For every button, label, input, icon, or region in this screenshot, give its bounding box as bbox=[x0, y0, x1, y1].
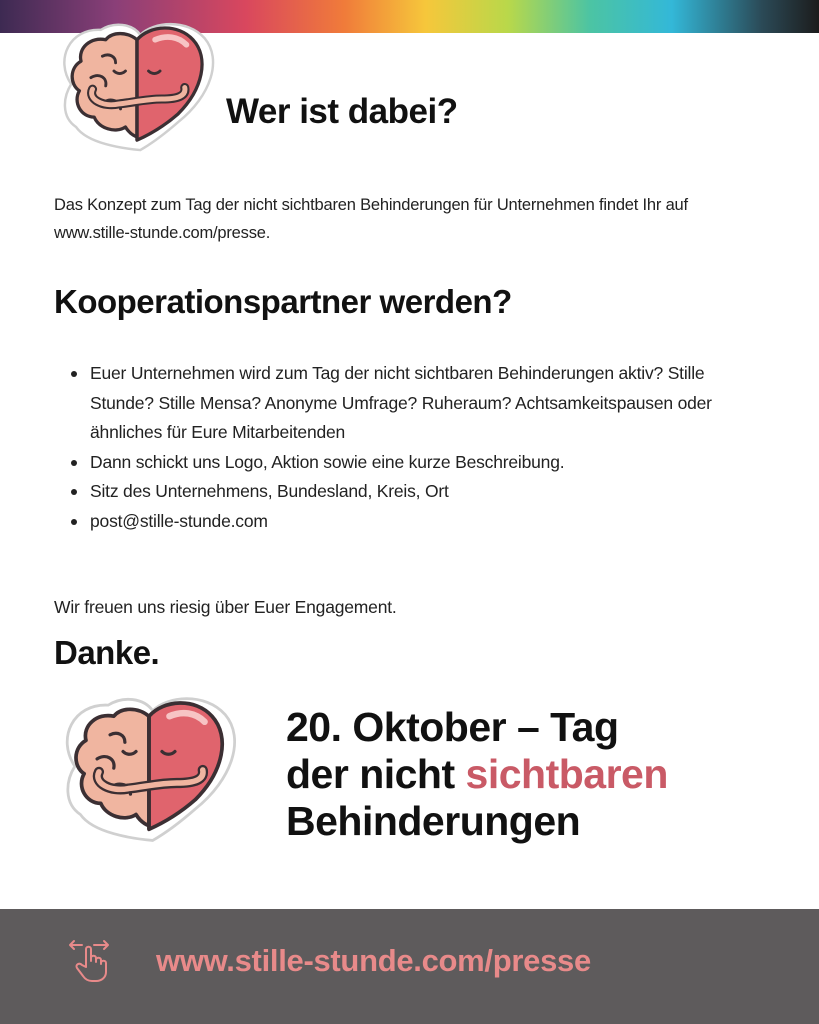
closing-text: Wir freuen uns riesig über Euer Engagement. bbox=[54, 597, 397, 617]
brain-heart-hug-icon bbox=[54, 20, 220, 155]
intro-paragraph: Das Konzept zum Tag der nicht sichtbaren Behinderungen für Unternehmen findet Ihr auf www.stille-stunde.com/presse. bbox=[54, 196, 688, 242]
list-item: Euer Unternehmen wird zum Tag der nicht sichtbaren Behinderungen aktiv? Stille Stunde? Stille Mensa? Anonyme Umfrage? Ruheraum? Achtsamkeitspausen oder ähnliches für Eure Mitarbeitenden bbox=[68, 359, 768, 448]
brain-heart-hug-icon bbox=[56, 694, 242, 846]
partner-heading: Kooperationspartner werden? bbox=[54, 283, 512, 320]
footer-link[interactable]: www.stille-stunde.com/presse bbox=[156, 943, 591, 978]
event-title-line2-prefix: der nicht bbox=[286, 751, 466, 797]
event-title bbox=[286, 704, 668, 845]
list-item: Sitz des Unternehmens, Bundesland, Kreis, Ort bbox=[68, 477, 768, 507]
event-title-accent: sichtbaren bbox=[465, 751, 668, 797]
list-item: post@stille-stunde.com bbox=[68, 507, 768, 537]
tap-hand-icon bbox=[68, 937, 112, 983]
thanks-heading: Danke. bbox=[54, 634, 160, 671]
event-title-line1: 20. Oktober – Tag bbox=[286, 704, 619, 750]
list-item: Dann schickt uns Logo, Aktion sowie eine kurze Beschreibung. bbox=[68, 448, 768, 478]
event-title-line3: Behinderungen bbox=[286, 798, 581, 844]
page-title: Wer ist dabei? bbox=[226, 92, 458, 131]
partner-list bbox=[68, 359, 768, 536]
